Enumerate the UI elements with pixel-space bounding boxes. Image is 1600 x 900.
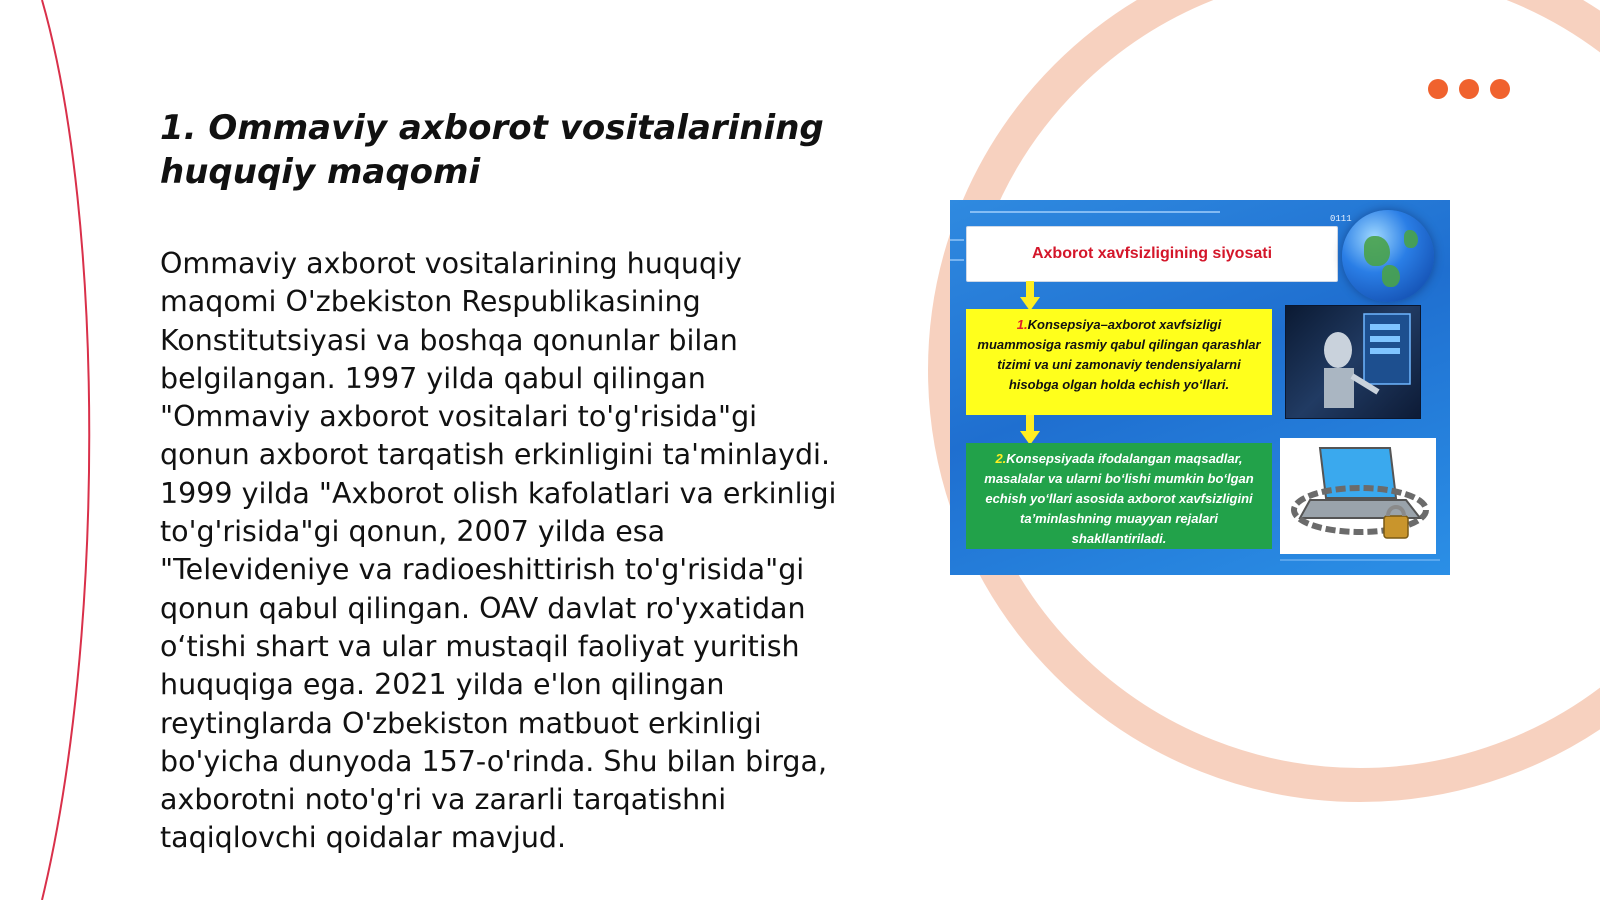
dot [1428, 79, 1448, 99]
left-edge-curve [42, 0, 89, 900]
robot-photo [1285, 305, 1421, 419]
slide-header [966, 226, 1338, 282]
embedded-slide-image [950, 200, 1450, 575]
three-dots-icon [1428, 79, 1510, 99]
arrow-down-icon [1020, 281, 1040, 311]
arrow-down-icon [1020, 415, 1040, 445]
item-text: Konsepsiyada ifodalangan maqsadlar, masalalar va ularni bo‘lishi mumkin bo‘lgan echish yo‘llari asosida axborot xavfsizligini ta’minlashning muayyan rejalari shakllantiriladi. [984, 451, 1254, 546]
slide-digits: 0111 [1330, 214, 1352, 224]
dot [1459, 79, 1479, 99]
concept-item-1 [966, 309, 1272, 415]
item-number: 1. [1016, 317, 1028, 332]
item-number: 2. [995, 451, 1007, 466]
slide-header-text: Axborot xavfsizligining siyosati [1031, 245, 1273, 262]
dot [1490, 79, 1510, 99]
item-text: Konsepsiya–axborot xavfsizligi muammosiga rasmiy qabul qilingan qarashlar tizimi va uni zamonaviy tendensiyalarni hisobga olgan holda echish yo‘llari. [977, 317, 1261, 392]
globe-icon [1342, 210, 1434, 302]
page-title: 1. Ommaviy axborot vositalarining huquqiy maqomi [160, 108, 824, 192]
concept-item-2 [966, 443, 1272, 549]
body-paragraph: Ommaviy axborot vositalarining huquqiy maqomi O'zbekiston Respublikasining Konstitutsiyasi va boshqa qonunlar bilan belgilangan. 1997 yilda qabul qilingan "Ommaviy axborot vositalari to'g'risida"gi qonun axborot tarqatish erkinligini ta'minlaydi. 1999 yilda "Axborot olish kafolatlari va erkinligi to'g'risida"gi qonun, 2007 yilda esa "Televideniye va radioeshittirish to'g'risida"gi qonun qabul qilingan. OAV davlat ro'yxatidan o‘tishi shart va ular mustaqil faoliyat yuritish huquqiga ega. 2021 yilda e'lon qilingan reytinglarda O'zbekiston matbuot erkinligi bo'yicha dunyoda 157-o'rinda. Shu bilan birga, axborotni noto'g'ri va zararli tarqatishni taqiqlovchi qoidalar mavjud. [160, 247, 837, 855]
laptop-lock-photo [1280, 438, 1436, 554]
